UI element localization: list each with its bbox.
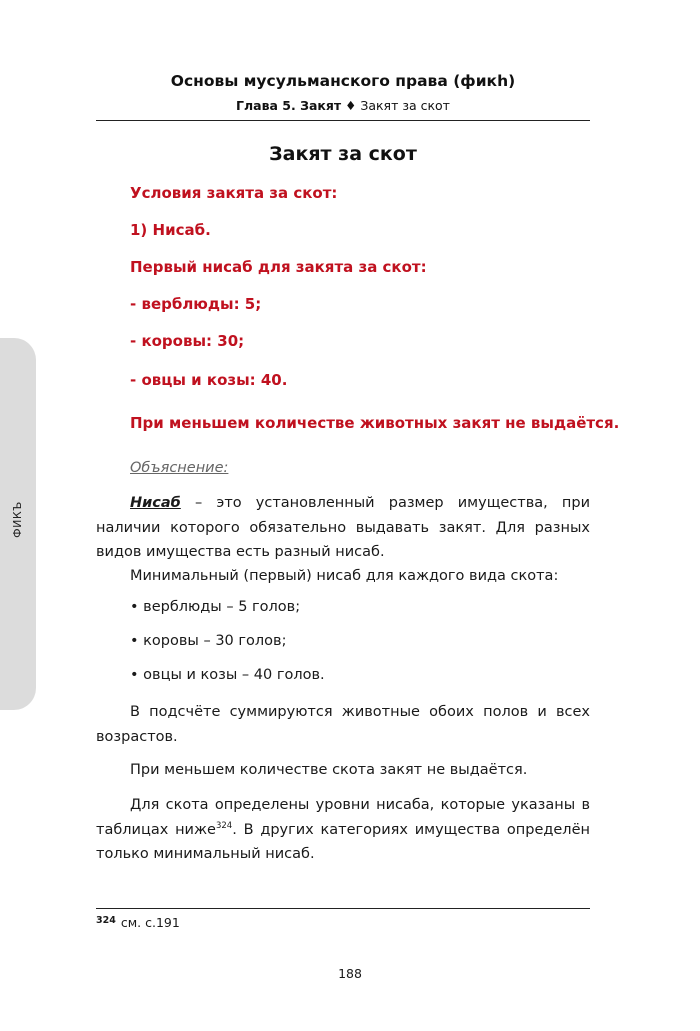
summing-paragraph	[96, 700, 590, 749]
definition-text: – это установленный размер имущества, при наличии которого обязательно выдавать закят. Для разных видов имущества есть разный нисаб.	[96, 495, 590, 560]
footnote-number: 324	[96, 915, 116, 926]
definition-paragraph	[96, 491, 590, 565]
levels-paragraph	[96, 793, 590, 867]
conditions-conclusion: При меньшем количестве животных закят не выдаётся.	[130, 414, 620, 432]
levels-text-2: . В других категориях имущества определён только минимальный нисаб.	[96, 821, 590, 862]
bullet-sheep: • овцы и козы – 40 голов.	[130, 667, 325, 683]
summing-text: В подсчёте суммируются животные обоих полов и всех возрастов.	[96, 704, 590, 745]
page-number: 188	[338, 966, 362, 981]
footnote-reference[interactable]: 324	[215, 820, 233, 831]
section-title: Закят за скот	[269, 143, 417, 165]
header-divider	[96, 120, 590, 121]
nisab-item-sheep: - овцы и козы: 40.	[130, 371, 288, 389]
bullet-cows: • коровы – 30 голов;	[130, 633, 287, 649]
side-tab-text: ФИКЪ	[10, 500, 24, 538]
explanation-heading: Объяснение:	[130, 460, 229, 476]
less-livestock-text: При меньшем количестве скота закят не выдаётся.	[130, 762, 528, 778]
condition-item-1: 1) Нисаб.	[130, 221, 211, 239]
min-nisab-intro: Минимальный (первый) нисаб для каждого вида скота:	[130, 568, 559, 584]
conditions-heading: Условия закята за скот:	[130, 184, 338, 202]
footnote-divider	[96, 908, 590, 909]
nisab-heading: Первый нисаб для закята за скот:	[130, 258, 427, 276]
chapter-section: Закят за скот	[360, 98, 450, 113]
nisab-item-cows: - коровы: 30;	[130, 332, 245, 350]
book-title: Основы мусульманского права (фикh)	[170, 72, 516, 90]
footnote-text: см. с.191	[120, 915, 180, 930]
term-nisab: Нисаб	[130, 495, 181, 511]
footnote	[96, 915, 180, 930]
chapter-prefix: Глава 5. Закят	[236, 98, 342, 113]
diamond-separator: ♦	[345, 98, 357, 113]
nisab-item-camels: - верблюды: 5;	[130, 295, 262, 313]
side-tab-label	[6, 494, 28, 544]
bullet-camels: • верблюды – 5 голов;	[130, 599, 301, 615]
levels-text-1: Для скота определены уровни нисаба, которые указаны в таблицах ниже	[96, 797, 590, 838]
chapter-line	[96, 98, 590, 113]
